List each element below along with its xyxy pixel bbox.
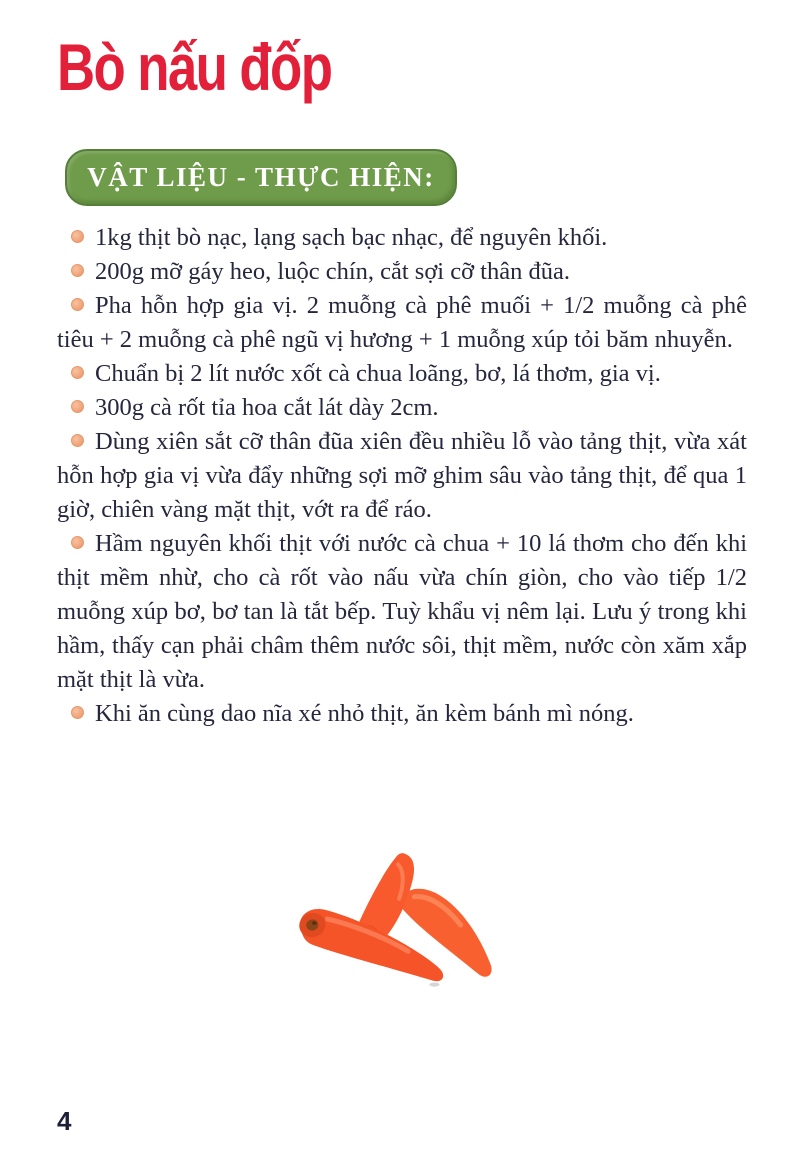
- list-item: [57, 289, 747, 357]
- carrots-photo: [283, 850, 495, 992]
- bullet-icon: [71, 706, 84, 719]
- list-item: [57, 391, 747, 425]
- list-item: [57, 527, 747, 697]
- list-item-text: 200g mỡ gáy heo, luộc chín, cắt sợi cỡ thân đũa.: [95, 258, 570, 285]
- bullet-icon: [71, 264, 84, 277]
- list-item: [57, 697, 747, 731]
- section-banner-label: VẬT LIỆU - THỰC HIỆN:: [87, 162, 435, 192]
- bullet-icon: [71, 366, 84, 379]
- bullet-icon: [71, 230, 84, 243]
- list-item: [57, 425, 747, 527]
- list-item-text: Pha hỗn hợp gia vị. 2 muỗng cà phê muối + 1/2 muỗng cà phê tiêu + 2 muỗng cà phê ngũ vị hương + 1 muỗng xúp tỏi băm nhuyễn.: [57, 292, 747, 353]
- page-title: Bò nấu đốp: [57, 30, 332, 104]
- list-item: [57, 221, 747, 255]
- bullet-icon: [71, 536, 84, 549]
- list-item-text: Hầm nguyên khối thịt với nước cà chua + 10 lá thơm cho đến khi thịt mềm nhừ, cho cà rốt vào nấu vừa chín giòn, cho vào tiếp 1/2 muỗng xúp bơ, bơ tan là tắt bếp. Tuỳ khẩu vị nêm lại. Lưu ý trong khi hầm, thấy cạn phải châm thêm nước sôi, thịt mềm, nước còn xăm xắp mặt thịt là vừa.: [57, 530, 747, 693]
- bullet-icon: [71, 400, 84, 413]
- bullet-icon: [71, 434, 84, 447]
- carrots-illustration: [283, 850, 495, 992]
- page-number: 4: [57, 1106, 72, 1136]
- bullet-icon: [71, 298, 84, 311]
- list-item: [57, 357, 747, 391]
- list-item-text: Dùng xiên sắt cỡ thân đũa xiên đều nhiều lỗ vào tảng thịt, vừa xát hỗn hợp gia vị vừa đẩy những sợi mỡ ghim sâu vào tảng thịt, để qua 1 giờ, chiên vàng mặt thịt, vớt ra để ráo.: [57, 428, 747, 523]
- list-item: [57, 255, 747, 289]
- list-item-text: Chuẩn bị 2 lít nước xốt cà chua loãng, bơ, lá thơm, gia vị.: [95, 360, 661, 387]
- ingredients-steps-list: [57, 221, 747, 731]
- list-item-text: Khi ăn cùng dao nĩa xé nhỏ thịt, ăn kèm bánh mì nóng.: [95, 700, 634, 727]
- list-item-text: 300g cà rốt tỉa hoa cắt lát dày 2cm.: [95, 394, 439, 421]
- section-banner: [65, 149, 457, 206]
- list-item-text: 1kg thịt bò nạc, lạng sạch bạc nhạc, để nguyên khối.: [95, 224, 608, 251]
